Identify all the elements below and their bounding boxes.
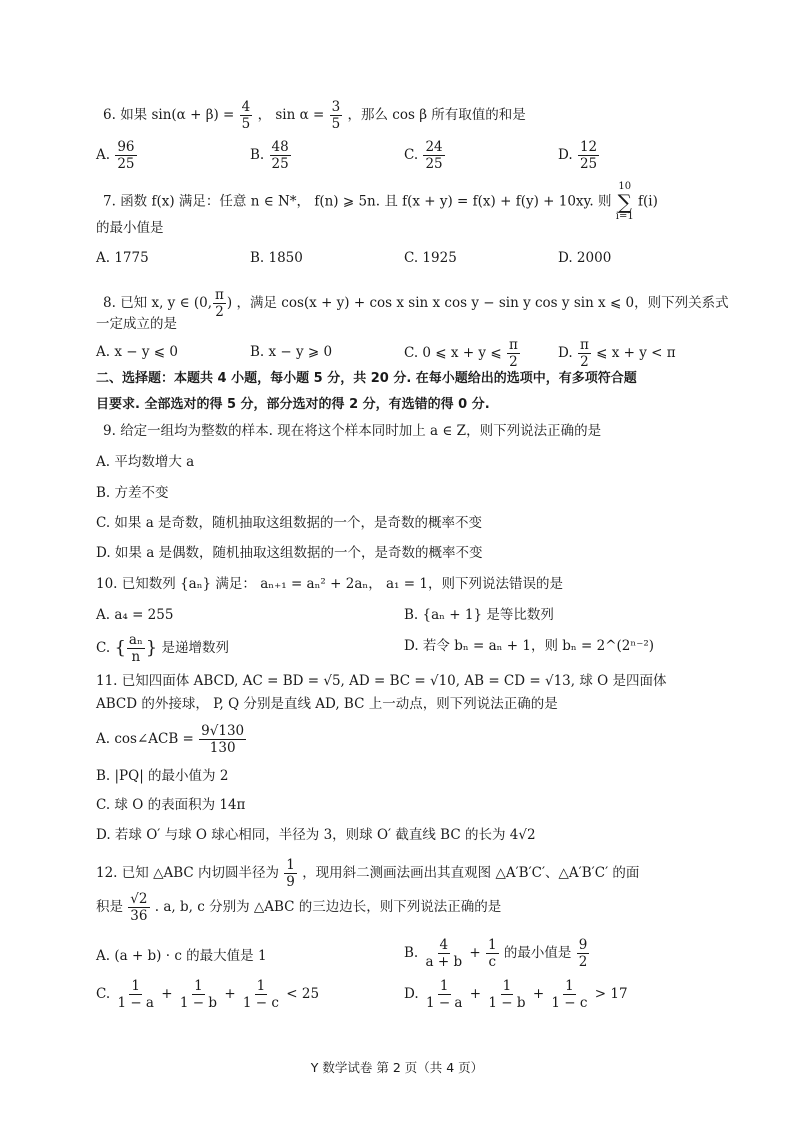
option-a: A. a₄ = 255 [96, 607, 174, 623]
fraction: $\frac{3}{5}$ [331, 99, 341, 133]
question-7-cont: 的最小值是 [96, 220, 164, 236]
question-11-cont: ABCD 的外接球， P, Q 分别是直线 AD, BC 上一动点，则下列说法正确的是 [96, 696, 558, 712]
question-6: 6. 如果 sin(α + β) = $\frac{4}{5}$ ， sin α = $\frac{3}{5}$ ，那么 cos β 所有取值的和是 [103, 99, 526, 133]
option-b: B. 方差不变 [96, 485, 169, 501]
section-heading-cont: 目要求. 全部选对的得 5 分，部分选对的得 2 分，有选错的得 0 分. [96, 397, 490, 412]
option-d: D. 若令 bₙ = aₙ + 1，则 bₙ = 2^(2ⁿ⁻²) [404, 638, 655, 654]
question-12-cont: 积是 $\frac{√2}{36}$ . a, b, c 分别为 △ABC 的三边边长，则下列说法正确的是 [96, 891, 502, 925]
option-d: D. $\frac{1}{1 - a}$ + $\frac{1}{1 - b}$ + $\frac{1}{1 - c}$ > 17 [404, 978, 628, 1012]
question-8: 8. 已知 x, y ∈ (0, $\frac{\pi}{2}$ ) ，满足 cos(x + y) + cos x sin x cos y − sin y cos y sin x ⩽ 0，则下列关系式 [103, 287, 729, 321]
option-b: B. |PQ| 的最小值为 2 [96, 768, 229, 784]
option-a: A. 1775 [96, 250, 149, 266]
question-7: 7. 函数 f(x) 满足：任意 n ∈ N*， f(n) ⩾ 5n. 且 f(x + y) = f(x) + f(y) + 10xy. 则 10 ∑ i=1 f(i) [103, 181, 658, 222]
option-a: A. 平均数增大 a [96, 454, 195, 470]
question-11: 11. 已知四面体 ABCD, AC = BD = √5, AD = BC = √10, AB = CD = √13, 球 O 是四面体 [96, 673, 667, 689]
page-footer: Y 数学试卷 第 2 页（共 4 页） [310, 1060, 484, 1075]
option-b: B. $\frac{48}{25}$ [250, 139, 289, 173]
option-d: D. 如果 a 是偶数，随机抽取这组数据的一个，是奇数的概率不变 [96, 545, 483, 561]
option-c: C. 如果 a 是奇数，随机抽取这组数据的一个，是奇数的概率不变 [96, 515, 483, 531]
option-d: D. $\frac{12}{25}$ [558, 139, 598, 173]
summation: 10 ∑ i=1 [615, 181, 634, 222]
section-heading: 二、选择题：本题共 4 小题，每小题 5 分，共 20 分. 在每小题给出的选项中，有多项符合题 [96, 371, 637, 386]
option-c: C. 1925 [404, 250, 457, 266]
option-a: A. (a + b) · c 的最大值是 1 [96, 948, 267, 964]
question-12: 12. 已知 △ABC 内切圆半径为 $\frac{1}{9}$ ，现用斜二测画法画出其直观图 △A′B′C′、△A′B′C′ 的面 [96, 857, 640, 891]
option-c: C. 0 ⩽ x + y ⩽ $\frac{\pi}{2}$ [404, 337, 518, 371]
question-10: 10. 已知数列 {aₙ} 满足： aₙ₊₁ = aₙ² + 2aₙ， a₁ = 1，则下列说法错误的是 [96, 576, 563, 592]
option-c: C. $\frac{24}{25}$ [404, 139, 443, 173]
question-9: 9. 给定一组均为整数的样本. 现在将这个样本同时加上 a ∈ Z，则下列说法正确的是 [103, 423, 602, 439]
option-d: D. $\frac{\pi}{2}$ ⩽ x + y < π [558, 337, 676, 371]
option-d: D. 2000 [558, 250, 612, 266]
option-b: B. x − y ⩾ 0 [250, 344, 333, 360]
option-b: B. 1850 [250, 250, 303, 266]
fraction: $\frac{4}{5}$ [241, 99, 251, 133]
option-a: A. cos∠ACB = $\frac{9√130}{130}$ [96, 723, 245, 757]
option-c: C. 球 O 的表面积为 14π [96, 797, 246, 813]
option-c: C. $\frac{1}{1 - a}$ + $\frac{1}{1 - b}$ + $\frac{1}{1 - c}$ < 25 [96, 978, 320, 1012]
option-d: D. 若球 O′ 与球 O 球心相同，半径为 3，则球 O′ 截直线 BC 的长为 4√2 [96, 827, 536, 843]
question-8-cont: 一定成立的是 [96, 316, 177, 332]
option-c: C. { $\frac{\text{aₙ}}{n}$ } 是递增数列 [96, 632, 230, 666]
option-a: A. x − y ⩽ 0 [96, 344, 178, 360]
option-b: B. $\frac{4}{a + b}$ + $\frac{1}{c}$ 的最小值是 $\frac{9}{2}$ [404, 937, 588, 971]
option-a: A. $\frac{96}{25}$ [96, 139, 135, 173]
option-b: B. {aₙ + 1} 是等比数列 [404, 607, 554, 623]
